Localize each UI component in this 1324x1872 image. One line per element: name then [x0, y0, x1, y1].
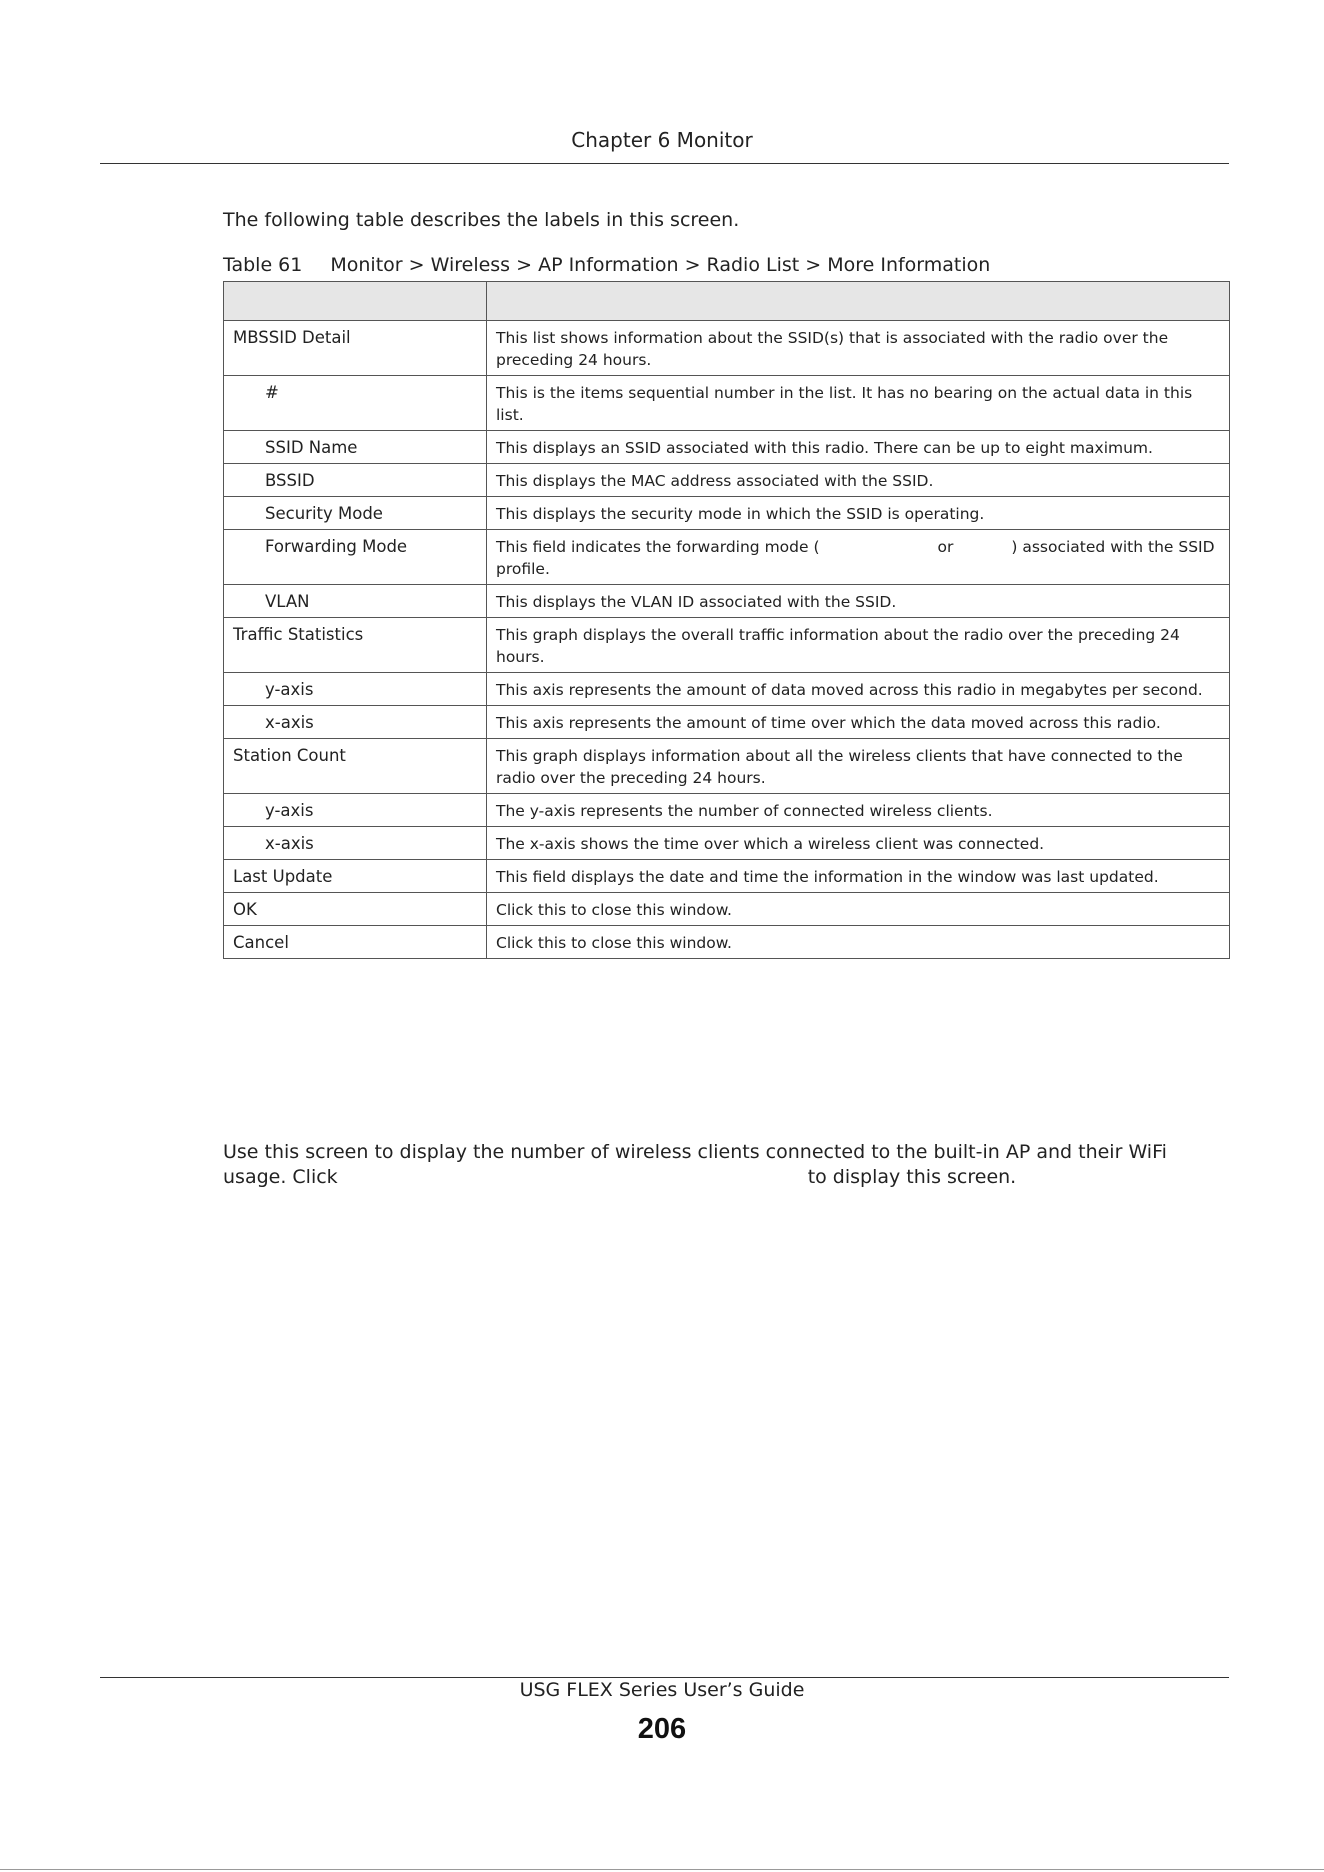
row-label: Forwarding Mode	[224, 530, 487, 585]
row-label: BSSID	[224, 464, 487, 497]
table-row	[224, 673, 1230, 706]
table-row	[224, 321, 1230, 376]
row-description: The y-axis represents the number of connected wireless clients.	[487, 794, 1230, 827]
row-label: OK	[224, 893, 487, 926]
body-line-2	[223, 1165, 1233, 1190]
table-row	[224, 706, 1230, 739]
table-row	[224, 530, 1230, 585]
table-row	[224, 739, 1230, 794]
table-row	[224, 618, 1230, 673]
table-title: Monitor > Wireless > AP Information > Radio List > More Information	[330, 254, 991, 276]
footer-divider	[100, 1677, 1229, 1678]
row-description: This displays an SSID associated with this radio. There can be up to eight maximum.	[487, 431, 1230, 464]
row-label: Station Count	[224, 739, 487, 794]
table-row	[224, 827, 1230, 860]
row-description	[487, 530, 1230, 585]
row-label: Security Mode	[224, 497, 487, 530]
row-description: This displays the security mode in which the SSID is operating.	[487, 497, 1230, 530]
desc-part-a: This field indicates the forwarding mode (	[496, 538, 820, 556]
desc-part-b: or	[937, 538, 954, 556]
row-description: This list shows information about the SSID(s) that is associated with the radio over the preceding 24 hours.	[487, 321, 1230, 376]
row-label: VLAN	[224, 585, 487, 618]
row-description: The x-axis shows the time over which a wireless client was connected.	[487, 827, 1230, 860]
table-row	[224, 893, 1230, 926]
row-label: #	[224, 376, 487, 431]
row-label: Traffic Statistics	[224, 618, 487, 673]
page-number: 206	[637, 1713, 687, 1745]
row-description: This displays the MAC address associated with the SSID.	[487, 464, 1230, 497]
page-bottom-edge	[0, 1869, 1324, 1870]
header-cell-label	[224, 282, 487, 321]
table-number: Table 61	[223, 254, 303, 276]
table-row	[224, 926, 1230, 959]
table-row	[224, 464, 1230, 497]
table-row	[224, 794, 1230, 827]
row-description: This axis represents the amount of data moved across this radio in megabytes per second.	[487, 673, 1230, 706]
body-paragraph	[223, 1140, 1233, 1190]
row-label: y-axis	[224, 794, 487, 827]
body-line-1: Use this screen to display the number of wireless clients connected to the built-in AP and their WiFi	[223, 1141, 1167, 1163]
table-row	[224, 860, 1230, 893]
table-row	[224, 431, 1230, 464]
row-description: Click this to close this window.	[487, 926, 1230, 959]
intro-text: The following table describes the labels in this screen.	[223, 209, 740, 231]
row-description: This is the items sequential number in the list. It has no bearing on the actual data in this list.	[487, 376, 1230, 431]
row-label: Last Update	[224, 860, 487, 893]
chapter-header: Chapter 6 Monitor	[571, 128, 753, 152]
row-description: This graph displays the overall traffic information about the radio over the preceding 24 hours.	[487, 618, 1230, 673]
table-row	[224, 376, 1230, 431]
row-label: x-axis	[224, 827, 487, 860]
body-line-2-end: to display this screen.	[807, 1166, 1017, 1188]
desc-part-c: ) associated with the SSID profile.	[496, 538, 1215, 578]
header-divider	[100, 163, 1229, 164]
row-description: This axis represents the amount of time over which the data moved across this radio.	[487, 706, 1230, 739]
row-label: Cancel	[224, 926, 487, 959]
row-label: SSID Name	[224, 431, 487, 464]
row-description: This displays the VLAN ID associated with the SSID.	[487, 585, 1230, 618]
row-description: This field displays the date and time the information in the window was last updated.	[487, 860, 1230, 893]
table-row	[224, 497, 1230, 530]
row-label: MBSSID Detail	[224, 321, 487, 376]
body-line-2-start: usage. Click	[223, 1166, 338, 1188]
row-label: y-axis	[224, 673, 487, 706]
table-caption	[223, 254, 990, 276]
table-header-row	[224, 282, 1230, 321]
row-description: Click this to close this window.	[487, 893, 1230, 926]
label-description-table	[223, 281, 1230, 959]
row-description: This graph displays information about all the wireless clients that have connected to the radio over the preceding 24 hours.	[487, 739, 1230, 794]
footer-guide-title: USG FLEX Series User’s Guide	[519, 1679, 805, 1701]
header-cell-description	[487, 282, 1230, 321]
row-label: x-axis	[224, 706, 487, 739]
table-row	[224, 585, 1230, 618]
